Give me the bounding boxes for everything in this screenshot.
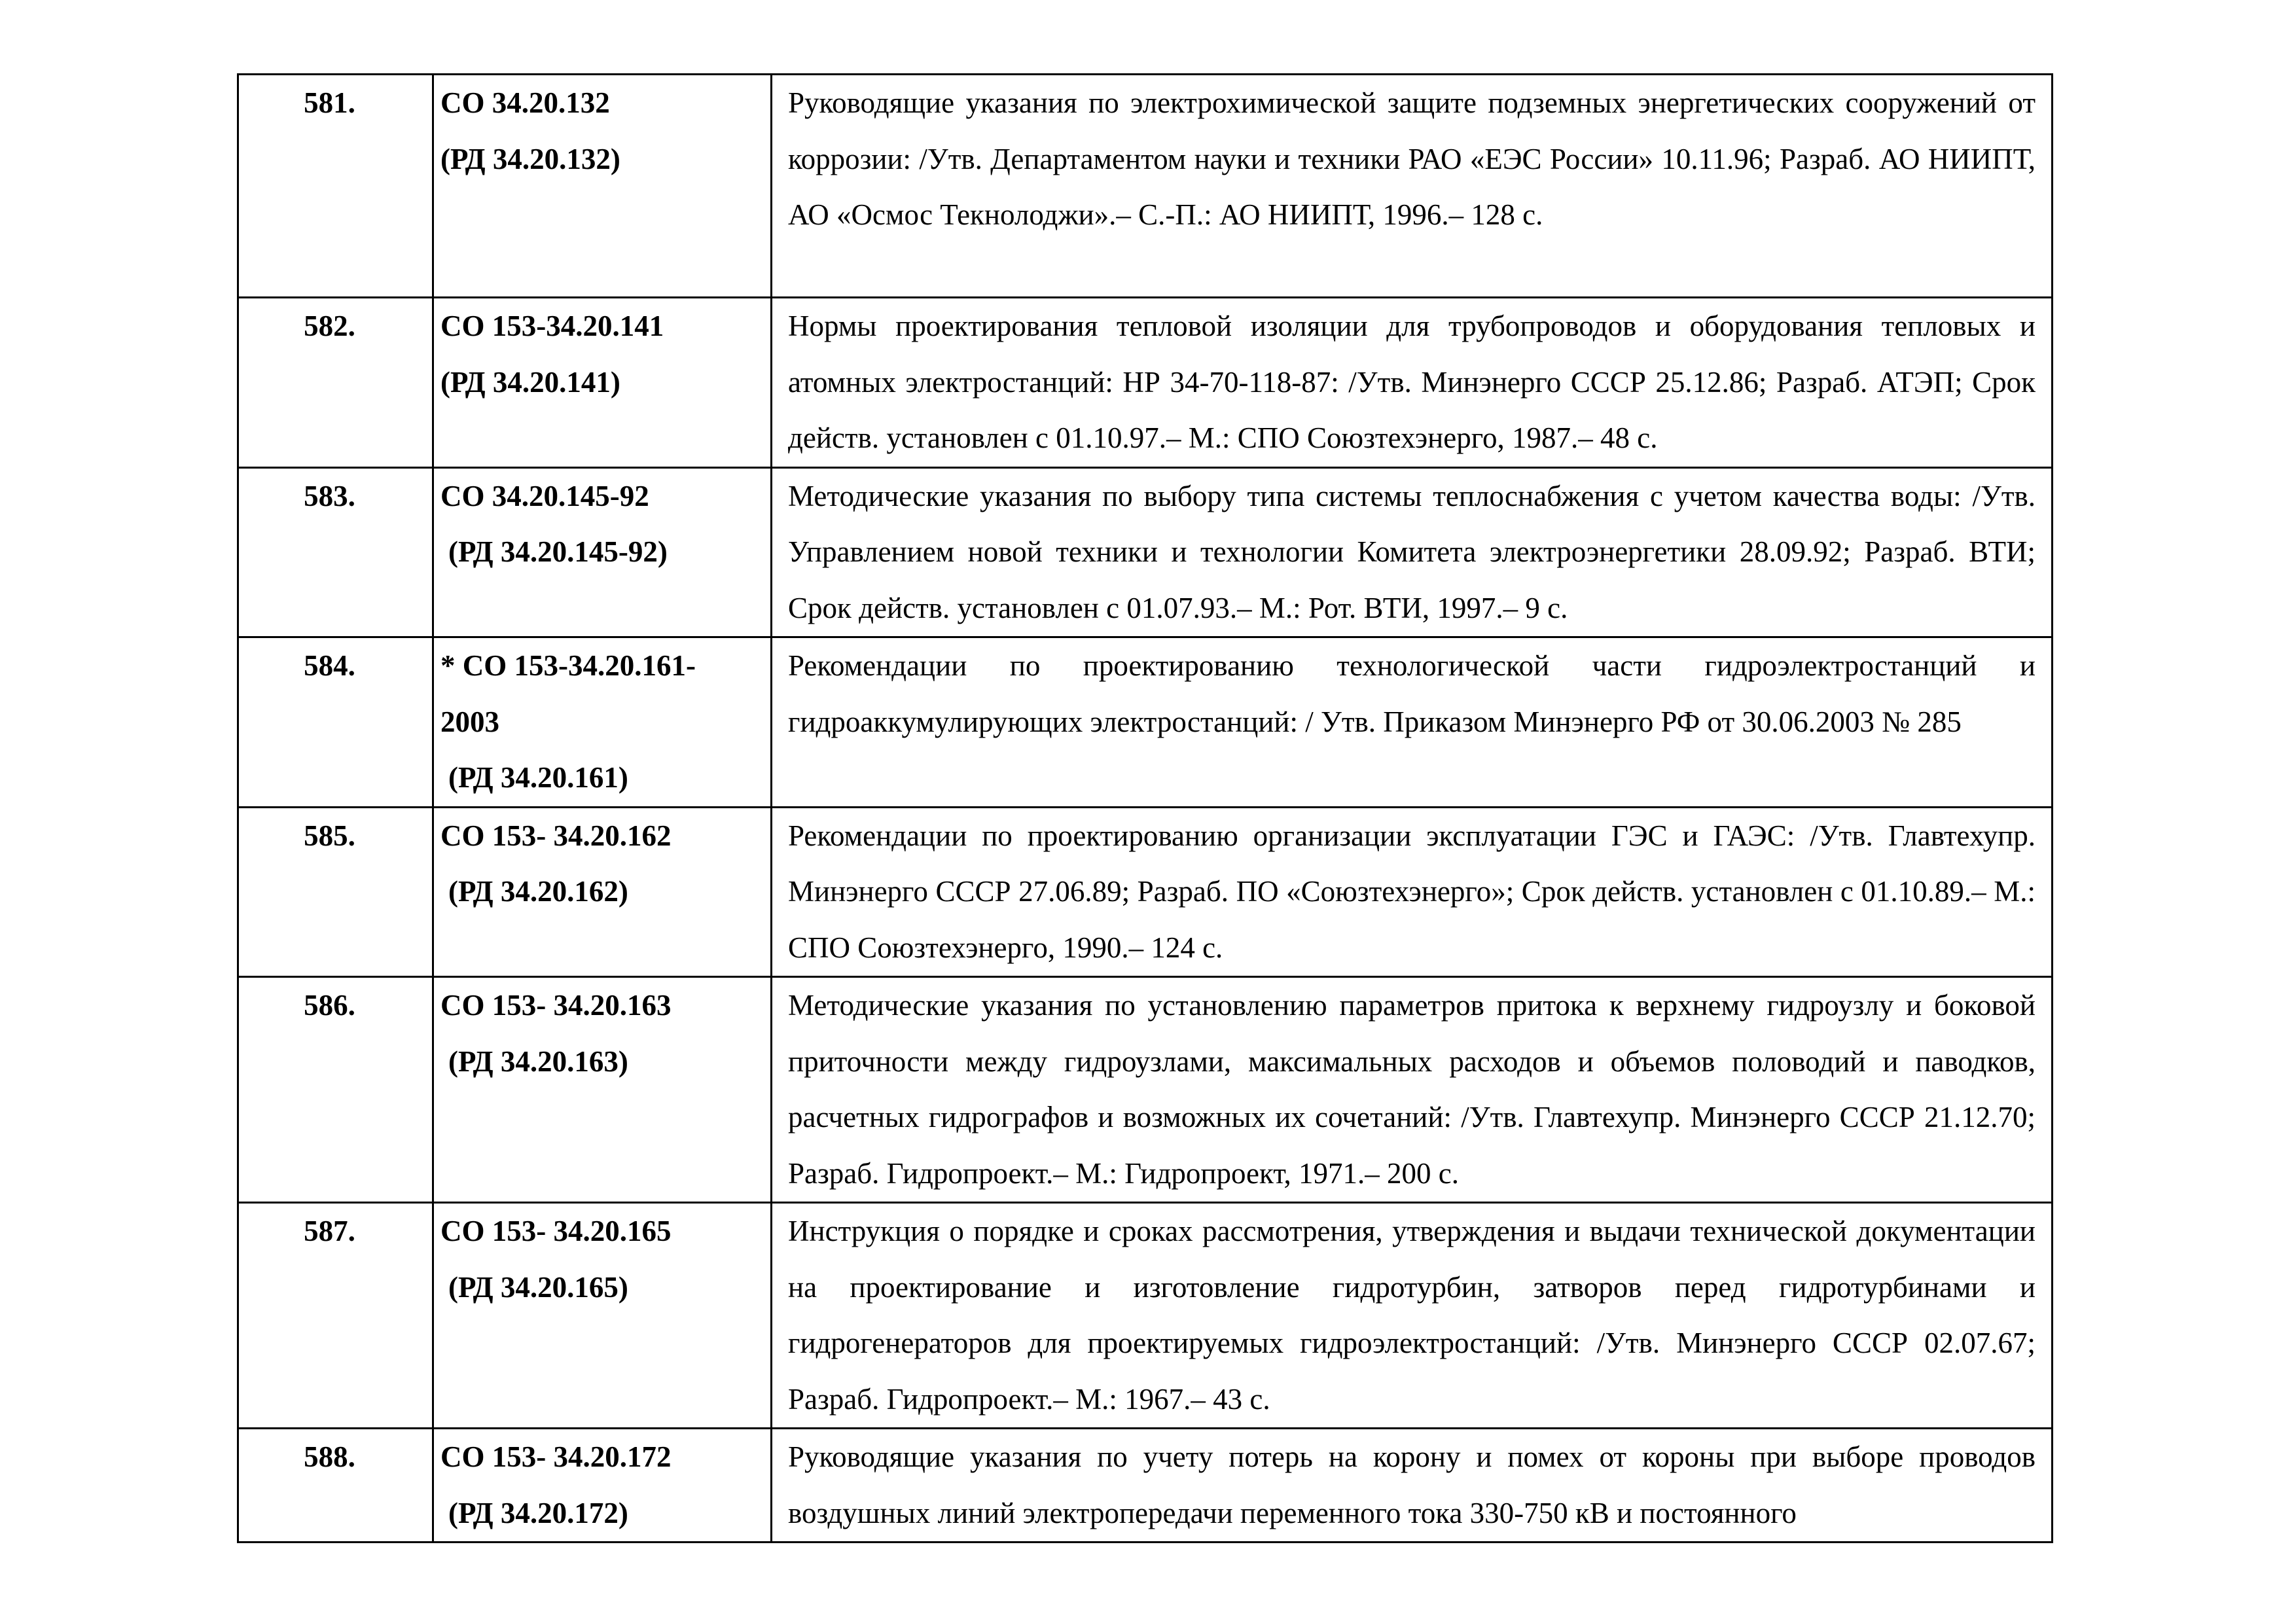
table-row: [238, 75, 2053, 298]
table-row: [238, 807, 2053, 977]
document-description: Руководящие указания по электрохимической защите подземных энергетических сооружений от коррозии: /Утв. Департаментом науки и техники РАО «ЕЭС России» 10.11.96; Разраб. АО НИИПТ, АО «Осмос Текнолоджи».– С.-П.: АО НИИПТ, 1996.– 128 с.: [772, 75, 2053, 298]
table-row: [238, 467, 2053, 637]
code-primary: СО 153-34.20.141: [440, 310, 664, 342]
document-description: Инструкция о порядке и сроках рассмотрения, утверждения и выдачи технической документации на проектирование и изготовление гидротурбин, затворов перед гидротурбинами и гидрогенераторов для проектируемых гидроэлектростанций: /Утв. Минэнерго СССР 02.07.67; Разраб. Гидропроект.– М.: 1967.– 43 с.: [772, 1203, 2053, 1429]
code-primary: СО 153- 34.20.162: [440, 819, 672, 852]
document-description: Рекомендации по проектированию технологической части гидроэлектростанций и гидроаккумулирующих электростанций: / Утв. Приказом Минэнерго РФ от 30.06.2003 № 285: [772, 637, 2053, 808]
document-code: [433, 75, 772, 298]
code-alias: (РД 34.20.162): [448, 875, 628, 908]
entry-number: 585.: [238, 807, 433, 977]
code-alias: (РД 34.20.132): [440, 142, 620, 175]
entry-number: 587.: [238, 1203, 433, 1429]
code-year: 2003: [440, 705, 499, 738]
code-alias: (РД 34.20.163): [448, 1044, 628, 1078]
document-description: Руководящие указания по учету потерь на корону и помех от короны при выборе проводов воздушных линий электропередачи переменного тока 330-750 кВ и постоянного: [772, 1429, 2053, 1543]
entry-number: 584.: [238, 637, 433, 808]
document-description: Рекомендации по проектированию организации эксплуатации ГЭС и ГАЭС: /Утв. Главтехупр. Минэнерго СССР 27.06.89; Разраб. ПО «Союзтехэнерго»; Срок действ. установлен с 01.10.89.– М.: СПО Союзтехэнерго, 1990.– 124 с.: [772, 807, 2053, 977]
code-alias: (РД 34.20.145-92): [448, 535, 668, 568]
code-alias: (РД 34.20.165): [448, 1270, 628, 1304]
table-row: [238, 1429, 2053, 1543]
code-alias: (РД 34.20.141): [440, 365, 620, 399]
document-code: [433, 977, 772, 1203]
entry-number: 583.: [238, 467, 433, 637]
code-primary: СО 34.20.132: [440, 86, 610, 119]
table-row: [238, 637, 2053, 808]
table-row: [238, 977, 2053, 1203]
code-primary: СО 34.20.145-92: [440, 479, 649, 512]
table-row: [238, 298, 2053, 468]
document-code: [433, 637, 772, 808]
code-primary: СО 153- 34.20.165: [440, 1215, 672, 1247]
document-description: Методические указания по установлению параметров притока к верхнему гидроузлу и боковой приточности между гидроузлами, максимальных расходов и объемов половодий и паводков, расчетных гидрографов и возможных их сочетаний: /Утв. Главтехупр. Минэнерго СССР 21.12.70; Разраб. Гидропроект.– М.: Гидропроект, 1971.– 200 с.: [772, 977, 2053, 1203]
table-row: [238, 1203, 2053, 1429]
entry-number: 581.: [238, 75, 433, 298]
code-alias: (РД 34.20.161): [448, 761, 628, 794]
document-code: [433, 298, 772, 468]
entry-number: 586.: [238, 977, 433, 1203]
document-code: [433, 1203, 772, 1429]
code-alias: (РД 34.20.172): [448, 1496, 628, 1529]
code-primary: * СО 153-34.20.161-: [440, 649, 696, 682]
entry-number: 582.: [238, 298, 433, 468]
document-code: [433, 467, 772, 637]
document-description: Методические указания по выбору типа системы теплоснабжения с учетом качества воды: /Утв. Управлением новой техники и технологии Комитета электроэнергетики 28.09.92; Разраб. ВТИ; Срок действ. установлен с 01.07.93.– М.: Рот. ВТИ, 1997.– 9 с.: [772, 467, 2053, 637]
code-primary: СО 153- 34.20.163: [440, 989, 672, 1022]
entry-number: 588.: [238, 1429, 433, 1543]
document-code: [433, 807, 772, 977]
standards-table: [237, 73, 2053, 1543]
document-code: [433, 1429, 772, 1543]
document-description: Нормы проектирования тепловой изоляции для трубопроводов и оборудования тепловых и атомных электростанций: НР 34-70-118-87: /Утв. Минэнерго СССР 25.12.86; Разраб. АТЭП; Срок действ. установлен с 01.10.97.– М.: СПО Союзтехэнерго, 1987.– 48 с.: [772, 298, 2053, 468]
code-primary: СО 153- 34.20.172: [440, 1440, 672, 1473]
